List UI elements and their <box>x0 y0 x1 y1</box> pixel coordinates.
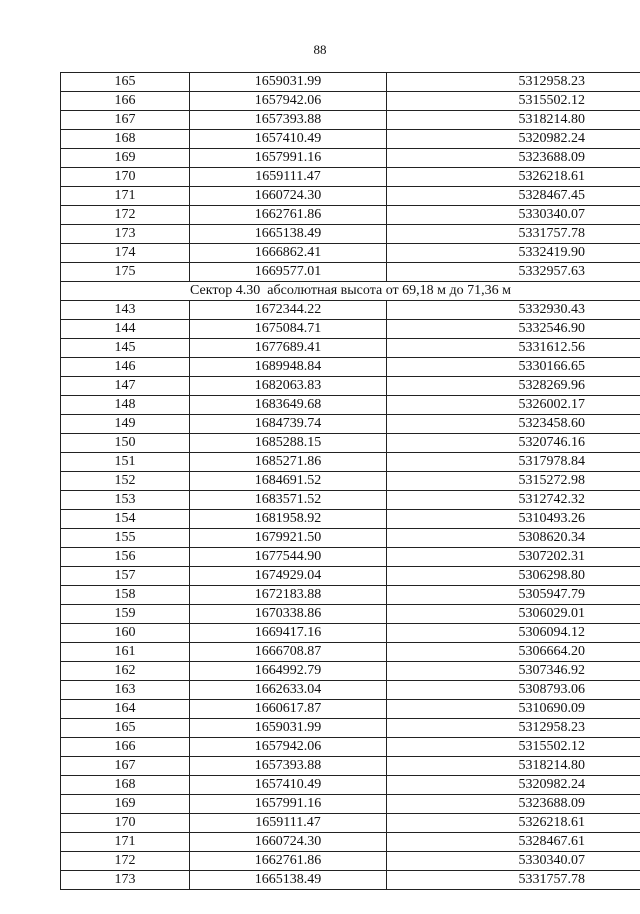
point-number-cell: 151 <box>61 453 190 472</box>
table-row <box>61 567 640 586</box>
x-coordinate-cell: 1664992.79 <box>190 662 387 681</box>
x-coordinate-cell: 1657991.16 <box>190 795 387 814</box>
point-number-cell: 171 <box>61 187 190 206</box>
point-number-cell: 150 <box>61 434 190 453</box>
y-coordinate-cell: 5328467.61 <box>387 833 640 852</box>
coordinates-table-body <box>61 73 640 890</box>
table-row <box>61 643 640 662</box>
x-coordinate-cell: 1657942.06 <box>190 738 387 757</box>
table-row <box>61 719 640 738</box>
point-number-cell: 172 <box>61 852 190 871</box>
table-row <box>61 510 640 529</box>
table-row <box>61 244 640 263</box>
y-coordinate-cell: 5332930.43 <box>387 301 640 320</box>
table-row <box>61 681 640 700</box>
point-number-cell: 152 <box>61 472 190 491</box>
x-coordinate-cell: 1666862.41 <box>190 244 387 263</box>
y-coordinate-cell: 5315272.98 <box>387 472 640 491</box>
y-coordinate-cell: 5326218.61 <box>387 814 640 833</box>
x-coordinate-cell: 1677544.90 <box>190 548 387 567</box>
x-coordinate-cell: 1684739.74 <box>190 415 387 434</box>
x-coordinate-cell: 1662761.86 <box>190 206 387 225</box>
section-row <box>61 282 640 301</box>
point-number-cell: 167 <box>61 111 190 130</box>
table-row <box>61 168 640 187</box>
table-row <box>61 491 640 510</box>
table-row <box>61 700 640 719</box>
point-number-cell: 144 <box>61 320 190 339</box>
y-coordinate-cell: 5330166.65 <box>387 358 640 377</box>
x-coordinate-cell: 1669417.16 <box>190 624 387 643</box>
x-coordinate-cell: 1683571.52 <box>190 491 387 510</box>
point-number-cell: 168 <box>61 776 190 795</box>
x-coordinate-cell: 1674929.04 <box>190 567 387 586</box>
y-coordinate-cell: 5307346.92 <box>387 662 640 681</box>
table-row <box>61 320 640 339</box>
table-row <box>61 339 640 358</box>
y-coordinate-cell: 5328467.45 <box>387 187 640 206</box>
y-coordinate-cell: 5310493.26 <box>387 510 640 529</box>
y-coordinate-cell: 5332419.90 <box>387 244 640 263</box>
table-row <box>61 586 640 605</box>
x-coordinate-cell: 1670338.86 <box>190 605 387 624</box>
y-coordinate-cell: 5318214.80 <box>387 111 640 130</box>
table-row <box>61 111 640 130</box>
table-row <box>61 776 640 795</box>
table-row <box>61 852 640 871</box>
x-coordinate-cell: 1662633.04 <box>190 681 387 700</box>
y-coordinate-cell: 5320982.24 <box>387 776 640 795</box>
table-row <box>61 73 640 92</box>
point-number-cell: 170 <box>61 814 190 833</box>
y-coordinate-cell: 5317978.84 <box>387 453 640 472</box>
x-coordinate-cell: 1660724.30 <box>190 833 387 852</box>
y-coordinate-cell: 5326218.61 <box>387 168 640 187</box>
y-coordinate-cell: 5306298.80 <box>387 567 640 586</box>
point-number-cell: 164 <box>61 700 190 719</box>
x-coordinate-cell: 1665138.49 <box>190 871 387 890</box>
x-coordinate-cell: 1660617.87 <box>190 700 387 719</box>
table-row <box>61 795 640 814</box>
table-row <box>61 396 640 415</box>
point-number-cell: 173 <box>61 225 190 244</box>
y-coordinate-cell: 5323688.09 <box>387 795 640 814</box>
y-coordinate-cell: 5306094.12 <box>387 624 640 643</box>
point-number-cell: 147 <box>61 377 190 396</box>
point-number-cell: 158 <box>61 586 190 605</box>
y-coordinate-cell: 5306029.01 <box>387 605 640 624</box>
table-row <box>61 92 640 111</box>
y-coordinate-cell: 5306664.20 <box>387 643 640 662</box>
y-coordinate-cell: 5318214.80 <box>387 757 640 776</box>
x-coordinate-cell: 1659031.99 <box>190 73 387 92</box>
x-coordinate-cell: 1657393.88 <box>190 757 387 776</box>
point-number-cell: 169 <box>61 795 190 814</box>
x-coordinate-cell: 1672183.88 <box>190 586 387 605</box>
x-coordinate-cell: 1659111.47 <box>190 814 387 833</box>
y-coordinate-cell: 5308793.06 <box>387 681 640 700</box>
point-number-cell: 174 <box>61 244 190 263</box>
x-coordinate-cell: 1682063.83 <box>190 377 387 396</box>
y-coordinate-cell: 5323688.09 <box>387 149 640 168</box>
y-coordinate-cell: 5328269.96 <box>387 377 640 396</box>
point-number-cell: 175 <box>61 263 190 282</box>
table-row <box>61 377 640 396</box>
table-row <box>61 263 640 282</box>
table-row <box>61 738 640 757</box>
y-coordinate-cell: 5315502.12 <box>387 92 640 111</box>
table-row <box>61 757 640 776</box>
y-coordinate-cell: 5312958.23 <box>387 73 640 92</box>
point-number-cell: 167 <box>61 757 190 776</box>
x-coordinate-cell: 1657410.49 <box>190 776 387 795</box>
x-coordinate-cell: 1672344.22 <box>190 301 387 320</box>
point-number-cell: 159 <box>61 605 190 624</box>
point-number-cell: 153 <box>61 491 190 510</box>
point-number-cell: 169 <box>61 149 190 168</box>
x-coordinate-cell: 1666708.87 <box>190 643 387 662</box>
table-row <box>61 358 640 377</box>
y-coordinate-cell: 5320746.16 <box>387 434 640 453</box>
x-coordinate-cell: 1665138.49 <box>190 225 387 244</box>
x-coordinate-cell: 1659111.47 <box>190 168 387 187</box>
y-coordinate-cell: 5331757.78 <box>387 225 640 244</box>
x-coordinate-cell: 1660724.30 <box>190 187 387 206</box>
y-coordinate-cell: 5305947.79 <box>387 586 640 605</box>
section-title: Сектор 4.30 абсолютная высота от 69,18 м до 71,36 м <box>61 282 640 301</box>
table-row <box>61 833 640 852</box>
y-coordinate-cell: 5326002.17 <box>387 396 640 415</box>
table-row <box>61 415 640 434</box>
y-coordinate-cell: 5310690.09 <box>387 700 640 719</box>
x-coordinate-cell: 1657393.88 <box>190 111 387 130</box>
x-coordinate-cell: 1685288.15 <box>190 434 387 453</box>
point-number-cell: 161 <box>61 643 190 662</box>
table-row <box>61 130 640 149</box>
y-coordinate-cell: 5307202.31 <box>387 548 640 567</box>
x-coordinate-cell: 1679921.50 <box>190 529 387 548</box>
table-row <box>61 187 640 206</box>
table-row <box>61 529 640 548</box>
table-row <box>61 871 640 890</box>
table-row <box>61 301 640 320</box>
x-coordinate-cell: 1685271.86 <box>190 453 387 472</box>
point-number-cell: 168 <box>61 130 190 149</box>
point-number-cell: 166 <box>61 738 190 757</box>
y-coordinate-cell: 5331757.78 <box>387 871 640 890</box>
y-coordinate-cell: 5315502.12 <box>387 738 640 757</box>
point-number-cell: 154 <box>61 510 190 529</box>
table-row <box>61 472 640 491</box>
point-number-cell: 145 <box>61 339 190 358</box>
point-number-cell: 171 <box>61 833 190 852</box>
point-number-cell: 173 <box>61 871 190 890</box>
table-row <box>61 225 640 244</box>
coordinates-table <box>60 72 640 890</box>
point-number-cell: 170 <box>61 168 190 187</box>
point-number-cell: 165 <box>61 719 190 738</box>
x-coordinate-cell: 1683649.68 <box>190 396 387 415</box>
table-row <box>61 548 640 567</box>
y-coordinate-cell: 5331612.56 <box>387 339 640 358</box>
point-number-cell: 156 <box>61 548 190 567</box>
y-coordinate-cell: 5330340.07 <box>387 206 640 225</box>
x-coordinate-cell: 1677689.41 <box>190 339 387 358</box>
y-coordinate-cell: 5308620.34 <box>387 529 640 548</box>
y-coordinate-cell: 5320982.24 <box>387 130 640 149</box>
point-number-cell: 160 <box>61 624 190 643</box>
point-number-cell: 146 <box>61 358 190 377</box>
point-number-cell: 149 <box>61 415 190 434</box>
x-coordinate-cell: 1675084.71 <box>190 320 387 339</box>
page-number: 88 <box>313 42 327 57</box>
y-coordinate-cell: 5332957.63 <box>387 263 640 282</box>
table-row <box>61 453 640 472</box>
x-coordinate-cell: 1681958.92 <box>190 510 387 529</box>
x-coordinate-cell: 1662761.86 <box>190 852 387 871</box>
point-number-cell: 148 <box>61 396 190 415</box>
x-coordinate-cell: 1657410.49 <box>190 130 387 149</box>
y-coordinate-cell: 5312958.23 <box>387 719 640 738</box>
x-coordinate-cell: 1659031.99 <box>190 719 387 738</box>
point-number-cell: 155 <box>61 529 190 548</box>
x-coordinate-cell: 1657991.16 <box>190 149 387 168</box>
point-number-cell: 162 <box>61 662 190 681</box>
point-number-cell: 166 <box>61 92 190 111</box>
table-row <box>61 662 640 681</box>
table-row <box>61 206 640 225</box>
y-coordinate-cell: 5330340.07 <box>387 852 640 871</box>
point-number-cell: 157 <box>61 567 190 586</box>
point-number-cell: 143 <box>61 301 190 320</box>
y-coordinate-cell: 5332546.90 <box>387 320 640 339</box>
y-coordinate-cell: 5323458.60 <box>387 415 640 434</box>
table-row <box>61 149 640 168</box>
x-coordinate-cell: 1684691.52 <box>190 472 387 491</box>
point-number-cell: 172 <box>61 206 190 225</box>
point-number-cell: 163 <box>61 681 190 700</box>
x-coordinate-cell: 1669577.01 <box>190 263 387 282</box>
point-number-cell: 165 <box>61 73 190 92</box>
x-coordinate-cell: 1689948.84 <box>190 358 387 377</box>
table-row <box>61 624 640 643</box>
x-coordinate-cell: 1657942.06 <box>190 92 387 111</box>
table-row <box>61 605 640 624</box>
y-coordinate-cell: 5312742.32 <box>387 491 640 510</box>
table-row <box>61 434 640 453</box>
table-row <box>61 814 640 833</box>
